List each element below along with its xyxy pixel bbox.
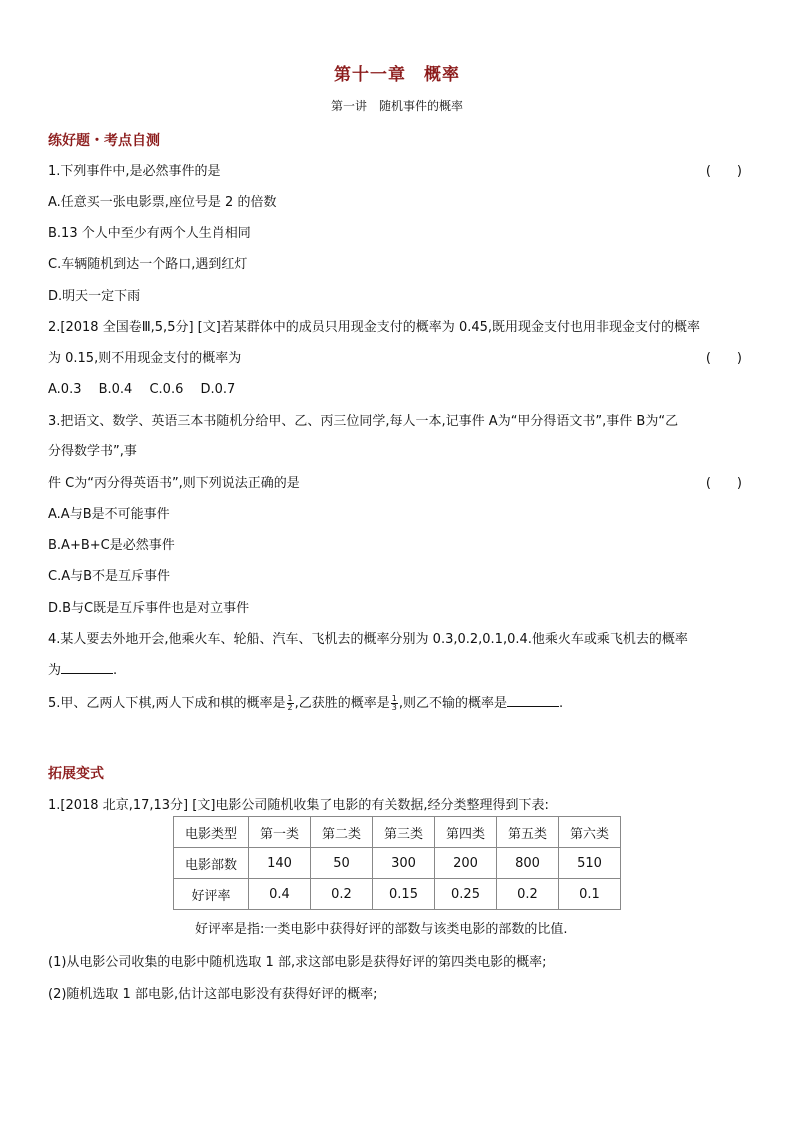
- q2-line1: 2.[2018 全国卷Ⅲ,5,5分] [文]若某群体中的成员只用现金支付的概率为 0.45,既用现金支付也用非现金支付的概率: [48, 320, 701, 335]
- table-cell: 510: [559, 848, 621, 879]
- table-header-cell: 第四类: [435, 817, 497, 848]
- ext-q1-sub2: (2)随机选取 1 部电影,估计这部电影没有获得好评的概率;: [48, 987, 378, 1002]
- q3-line3: 件 C为“丙分得英语书”,则下列说法正确的是: [48, 476, 300, 491]
- section-heading-practice: 练好题・考点自测: [48, 133, 160, 149]
- table-row: [174, 879, 621, 910]
- q3-line1: 3.把语文、数学、英语三本书随机分给甲、乙、丙三位同学,每人一本,记事件 A为“甲分得语文书”,事件 B为“乙: [48, 414, 679, 429]
- fraction-one-half: [287, 695, 294, 712]
- q1-option-a: A.任意买一张电影票,座位号是 2 的倍数: [48, 195, 277, 210]
- table-cell: 140: [249, 848, 311, 879]
- q1-option-d: D.明天一定下雨: [48, 289, 141, 304]
- fraction-denominator: 2: [287, 703, 293, 712]
- answer-blank: [61, 661, 113, 674]
- q4-line2: [48, 659, 117, 678]
- q4-line2-suffix: .: [113, 663, 118, 678]
- q2-answer-paren: ( ): [705, 351, 742, 366]
- movie-data-table: [173, 816, 621, 910]
- table-note: 好评率是指:一类电影中获得好评的部数与该类电影的部数的比值.: [195, 922, 568, 937]
- table-cell: 电影部数: [174, 848, 249, 879]
- table-cell: 300: [373, 848, 435, 879]
- fraction-one-third: [391, 695, 398, 712]
- table-header-cell: 第三类: [373, 817, 435, 848]
- table-cell: 800: [497, 848, 559, 879]
- q5-part3: ,则乙不输的概率是: [398, 696, 508, 711]
- ext-q1-sub1: (1)从电影公司收集的电影中随机选取 1 部,求这部电影是获得好评的第四类电影的概率;: [48, 955, 547, 970]
- table-header-row: [174, 817, 621, 848]
- table-header-cell: 第五类: [497, 817, 559, 848]
- table-cell: 200: [435, 848, 497, 879]
- q3-option-b: B.A+B+C是必然事件: [48, 538, 175, 553]
- table-cell: 0.2: [497, 879, 559, 910]
- section-heading-extension: 拓展变式: [48, 766, 104, 782]
- q4-line1: 4.某人要去外地开会,他乘火车、轮船、汽车、飞机去的概率分别为 0.3,0.2,0.1,0.4.他乘火车或乘飞机去的概率: [48, 632, 688, 647]
- q1-option-b: B.13 个人中至少有两个人生肖相同: [48, 226, 251, 241]
- q1-answer-paren: ( ): [705, 164, 742, 179]
- q3-line2: 分得数学书”,事: [48, 444, 137, 459]
- table-cell: 0.2: [311, 879, 373, 910]
- chapter-title: 第十一章 概率: [334, 65, 460, 85]
- q4-line2-prefix: 为: [48, 663, 62, 678]
- q5-part2: ,乙获胜的概率是: [294, 696, 390, 711]
- q3-answer-paren: ( ): [705, 476, 742, 491]
- q1-stem: 1.下列事件中,是必然事件的是: [48, 164, 221, 179]
- table-header-cell: 第二类: [311, 817, 373, 848]
- table-header-cell: 第六类: [559, 817, 621, 848]
- table-cell: 0.25: [435, 879, 497, 910]
- fraction-numerator: 1: [391, 694, 397, 703]
- table-cell: 0.4: [249, 879, 311, 910]
- table-header-cell: 第一类: [249, 817, 311, 848]
- table-cell: 0.1: [559, 879, 621, 910]
- q2-line2: 为 0.15,则不用现金支付的概率为: [48, 351, 242, 366]
- q3-option-d: D.B与C既是互斥事件也是对立事件: [48, 601, 250, 616]
- table-row: [174, 848, 621, 879]
- table-header-cell: 电影类型: [174, 817, 249, 848]
- fraction-denominator: 3: [391, 703, 397, 712]
- q3-option-a: A.A与B是不可能事件: [48, 507, 170, 522]
- q5-line: [48, 692, 563, 712]
- table-cell: 50: [311, 848, 373, 879]
- table-cell: 好评率: [174, 879, 249, 910]
- q5-end: .: [559, 696, 564, 711]
- q5-part1: 5.甲、乙两人下棋,两人下成和棋的概率是: [48, 696, 286, 711]
- fraction-numerator: 1: [287, 694, 293, 703]
- q2-options: A.0.3 B.0.4 C.0.6 D.0.7: [48, 382, 236, 397]
- lesson-subtitle: 第一讲 随机事件的概率: [330, 99, 463, 113]
- q1-option-c: C.车辆随机到达一个路口,遇到红灯: [48, 257, 248, 272]
- answer-blank: [507, 694, 559, 707]
- ext-q1-stem: 1.[2018 北京,17,13分] [文]电影公司随机收集了电影的有关数据,经分类整理得到下表:: [48, 798, 549, 813]
- table-cell: 0.15: [373, 879, 435, 910]
- q3-option-c: C.A与B不是互斥事件: [48, 569, 171, 584]
